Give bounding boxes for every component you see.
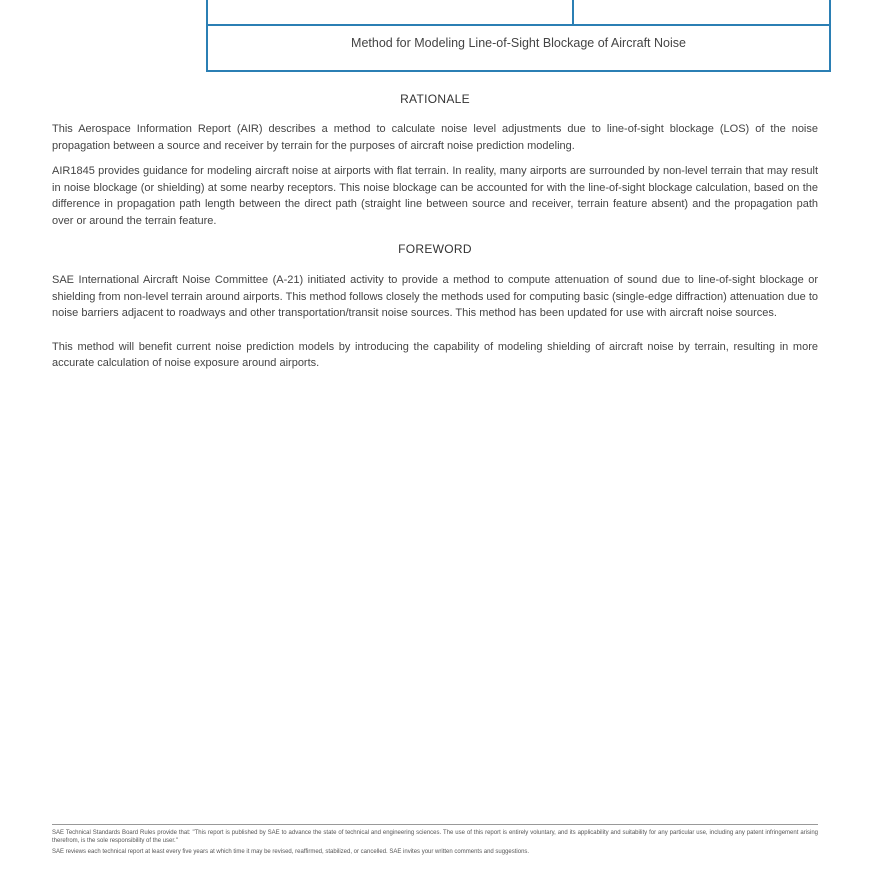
- rationale-paragraph: This Aerospace Information Report (AIR) describes a method to calculate noise level adjustments due to line-of-sight blockage (LOS) of the noise propagation between a source and receiver by terrain for the purposes of aircraft noise prediction modeling.: [52, 123, 818, 152]
- document-title: Method for Modeling Line-of-Sight Blockage of Aircraft Noise: [351, 36, 686, 50]
- title-box-top-row: [208, 0, 829, 26]
- rationale-heading: RATIONALE: [400, 92, 470, 106]
- footer-notice: [52, 824, 818, 859]
- foreword-paragraph: This method will benefit current noise prediction models by introducing the capability of modeling shielding of aircraft noise by terrain, resulting in more accurate calculation of noise exposure around airports.: [52, 340, 818, 369]
- rationale-paragraph: AIR1845 provides guidance for modeling aircraft noise at airports with flat terrain. In reality, many airports are surrounded by non-level terrain that may result in noise blockage (or shielding) at some nearby receptors. This noise blockage can be accounted for with the line-of-sight blockage calculation, based on the difference in propagation path length between the direct path (straight line between source and receiver, terrain feature absent) and the propagation path over or around the terrain feature.: [52, 165, 818, 227]
- foreword-paragraph: SAE International Aircraft Noise Committee (A-21) initiated activity to provide a method to compute attenuation of sound due to line-of-sight blockage or shielding from non-level terrain around airports. This method follows closely the methods used for computing basic (single-edge diffraction) attenuation due to noise barriers adjacent to roadways and other transportation/transit noise sources. This method has been updated for use with aircraft noise sources.: [52, 274, 818, 319]
- foreword-heading: FOREWORD: [398, 242, 472, 256]
- main-content: [52, 92, 818, 372]
- footer-line: SAE Technical Standards Board Rules provide that: "This report is published by SAE to advance the state of technical and engineering sciences. The use of this report is entirely voluntary, and its applicability and suitability for any particular use, including any patent infringement arising therefrom, is the sole responsibility of the user.": [52, 830, 818, 844]
- title-box-divider: [572, 0, 574, 24]
- footer-line: SAE reviews each technical report at least every five years at which time it may be revised, reaffirmed, stabilized, or cancelled. SAE invites your written comments and suggestions.: [52, 849, 530, 855]
- document-title-box: [206, 0, 831, 72]
